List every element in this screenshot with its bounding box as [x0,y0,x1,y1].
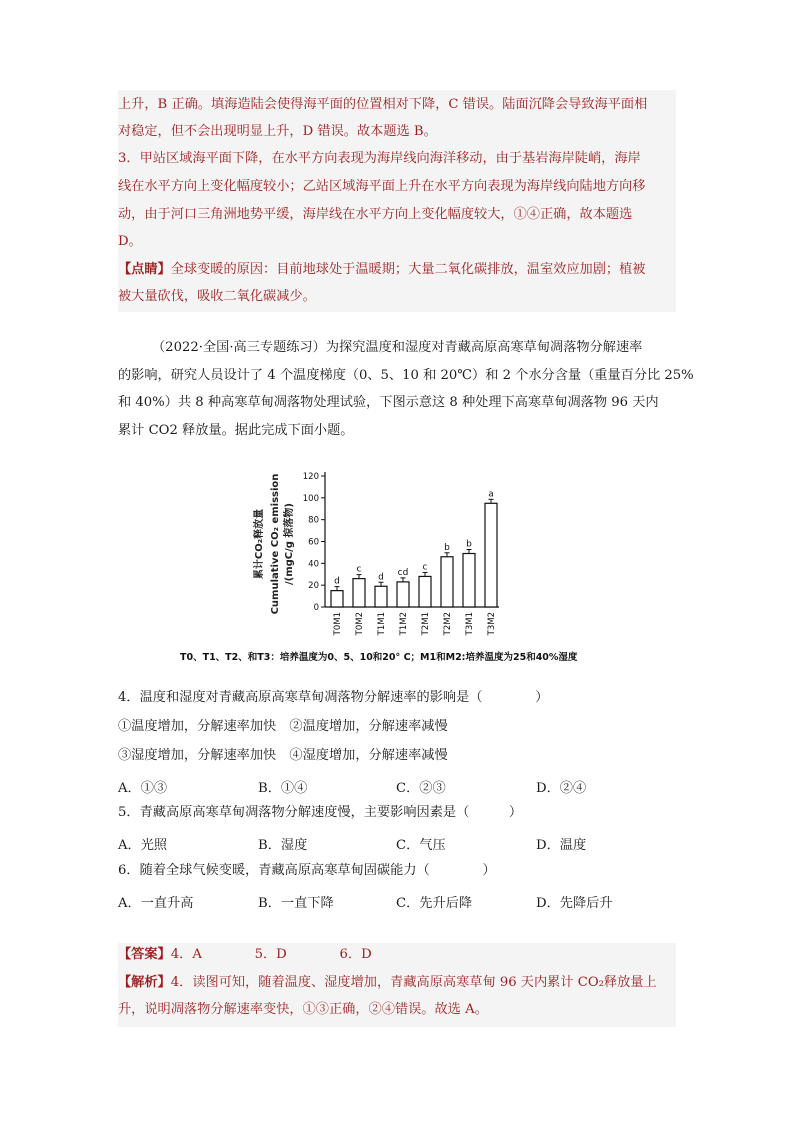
significance-letter: d [334,576,340,587]
dianjing-line-1 [118,261,646,279]
question-5-option-a[interactable]: A．光照 [118,838,168,853]
y-tick-label: 20 [308,581,319,592]
bar [419,576,431,607]
dianjing-text: 全球变暖的原因：目前地球处于温暖期；大量二氧化碳排放，温室效应加剧；植被 [170,262,646,277]
intro-line: 和 40%）共 8 种高寒草甸凋落物处理试验，下图示意这 8 种处理下高寒草甸凋落物 96 天内 [118,395,659,410]
significance-letter: c [356,564,362,575]
analysis-line-2: 升，说明凋落物分解速率变快，①③正确，②④错误。故选 A。 [118,1002,488,1017]
significance-letter: b [466,539,472,550]
y-axis-title-line: Cumulative CO₂ emission [270,473,281,615]
bar [485,503,497,607]
y-tick-label: 40 [308,559,319,570]
x-tick-label: T2M2 [443,612,453,636]
dianjing-tag: 【点睛】 [118,262,171,277]
answer-tag: 【答案】 [118,947,171,962]
question-5-option-c[interactable]: C．气压 [396,838,446,853]
bar [441,557,453,607]
x-tick-label: T2M1 [421,612,431,636]
intro-line: 累计 CO2 释放量。据此完成下面小题。 [118,423,354,438]
explanation-line: 动，由于河口三角洲地势平缓，海岸线在水平方向上变化幅度较大，①④正确，故本题选 [118,207,633,222]
bar [463,554,475,607]
significance-letter: a [488,489,494,500]
question-4-option-c[interactable]: C．②③ [396,781,446,796]
y-tick-label: 120 [302,472,319,482]
significance-letter: cd [397,567,409,578]
intro-line: 的影响，研究人员设计了 4 个温度梯度（0、5、10 和 20℃）和 2 个水分含量（重量百分比 25% [118,368,694,383]
answer-text: 4．A 5．D 6．D [170,947,372,962]
explanation-line: 上升，B 正确。填海造陆会使得海平面的位置相对下降，C 错误。陆面沉降会导致海平面相 [118,97,648,112]
x-tick-label: T0M1 [333,612,343,636]
bar [353,579,365,607]
bar [397,582,409,607]
significance-letter: c [422,562,428,573]
question-6-option-c[interactable]: C．先升后降 [396,896,473,911]
explanation-line: 线在水平方向上变化幅度较小；乙站区域海平面上升在水平方向表现为海岸线向陆地方向移 [118,179,646,194]
question-4-option-d[interactable]: D．②④ [536,781,587,796]
x-tick-label: T1M1 [377,612,387,636]
question-4-option-b[interactable]: B．①④ [258,781,308,796]
bar [375,586,387,607]
analysis-line-1 [118,974,657,992]
x-tick-label: T0M2 [355,612,365,636]
co2-bar-chart [170,466,630,666]
x-tick-label: T1M2 [399,612,409,636]
question-4-statement: ①温度增加，分解速率加快 ②温度增加，分解速率减慢 [118,719,448,734]
y-tick-label: 0 [313,603,319,613]
answer-block [118,943,676,1027]
y-axis-title-line: 累计CO₂释放量 [254,508,265,580]
y-tick-label: 60 [308,537,319,548]
chart-caption: T0、T1、T2、和T3：培养温度为0、5、10和20° C；M1和M2:培养温度为25和40%湿度 [180,652,578,663]
dianjing-line-2: 被大量砍伐，吸收二氧化碳减少。 [118,289,316,304]
question-6-option-b[interactable]: B．一直下降 [258,896,334,911]
question-6-option-d[interactable]: D．先降后升 [536,896,613,911]
explanation-line: D。 [118,234,142,249]
x-tick-label: T3M1 [465,612,475,636]
question-6-stem: 6．随着全球气候变暖，青藏高原高寒草甸固碳能力（ ） [118,863,496,878]
y-axis-title-line: /(mgC/g 掠落物) [284,502,295,586]
intro-line: （2022·全国·高三专题练习）为探究温度和湿度对青藏高原高寒草甸凋落物分解速率 [152,340,643,355]
significance-letter: b [444,542,450,553]
explanation-line: 对稳定，但不会出现明显上升，D 错误。故本题选 B。 [118,124,437,139]
question-4-stem: 4．温度和湿度对青藏高原高寒草甸凋落物分解速率的影响是（ ） [118,690,549,705]
question-4-statement: ③湿度增加，分解速率加快 ④湿度增加，分解速率减慢 [118,748,448,763]
explanation-block [118,90,676,312]
x-tick-label: T3M2 [487,612,497,636]
y-tick-label: 80 [308,515,319,526]
y-tick-label: 100 [302,493,319,504]
analysis-tag: 【解析】 [118,975,171,990]
analysis-text: 4．读图可知，随着温度、湿度增加，青藏高原高寒草甸 96 天内累计 CO₂释放量上 [170,975,657,990]
y-axis-title [252,474,295,615]
question-5-option-d[interactable]: D．温度 [536,838,587,853]
answer-line [118,946,372,964]
question-6-option-a[interactable]: A．一直升高 [118,896,194,911]
question-4-option-a[interactable]: A．①③ [118,781,168,796]
question-5-option-b[interactable]: B．湿度 [258,838,308,853]
explanation-line: 3．甲站区域海平面下降，在水平方向表现为海岸线向海洋移动，由于基岩海岸陡峭，海岸 [118,151,641,166]
bar [331,591,343,607]
question-5-stem: 5．青藏高原高寒草甸凋落物分解速度慢，主要影响因素是（ ） [118,805,523,820]
significance-letter: d [378,572,384,583]
